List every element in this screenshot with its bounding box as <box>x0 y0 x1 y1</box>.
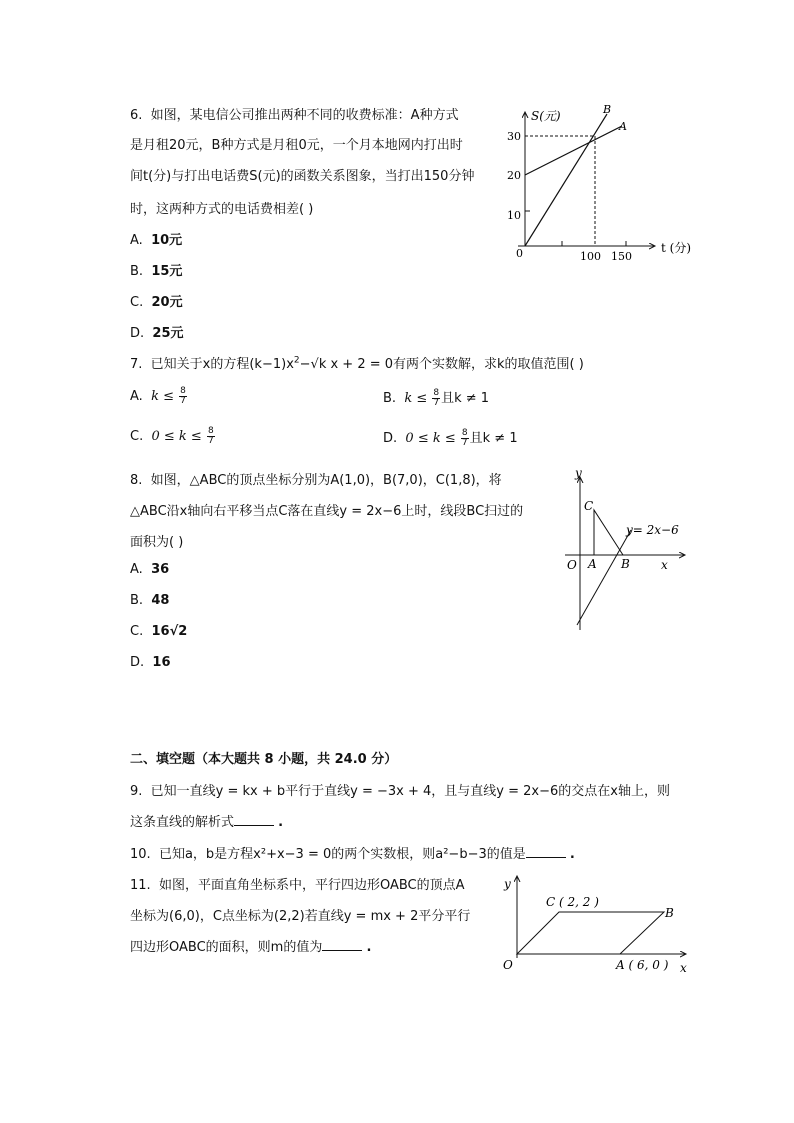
q10-stem: 10. 已知a，b是方程x²+x−3 = 0的两个实数根，则a²−b−3的值是 . <box>130 847 575 862</box>
q8-line <box>577 530 631 625</box>
q6-y-label: S(元) <box>531 109 561 123</box>
q8-option-b: B. 48 <box>130 593 170 608</box>
q11-line2: 坐标为(6,0)，C点坐标为(2,2)若直线y = mx + 2平分平行 <box>130 909 471 924</box>
q8-x-label: x <box>661 558 668 572</box>
q6-ytick-20: 20 <box>507 169 521 182</box>
q6-line1: 6. 如图，某电信公司推出两种不同的收费标准：A种方式 <box>130 108 459 123</box>
q7-option-a: A. k ≤ $\frac{8}{7}$ <box>130 386 186 406</box>
q11-point-a: A ( 6, 0 ) <box>616 958 669 972</box>
q8-point-c: C <box>584 499 594 513</box>
q11-parallelogram <box>517 912 664 954</box>
q11-y-label: y <box>504 877 511 891</box>
q11-x-label: x <box>680 961 687 975</box>
q7-option-c: C. 0 ≤ k ≤ $\frac{8}{7}$ <box>130 426 214 446</box>
q11-answer-blank[interactable] <box>322 940 362 951</box>
q6-label-b: B <box>603 103 612 116</box>
q6-option-c: C. 20元 <box>130 295 183 310</box>
q6-option-a: A. 10元 <box>130 233 183 248</box>
q6-option-d: D. 25元 <box>130 326 184 341</box>
q6-line2: 是月租20元，B种方式是月租0元，一个月本地网内打出时 <box>130 138 463 153</box>
q6-xtick-100: 100 <box>580 250 601 263</box>
q6-ytick-10: 10 <box>507 209 521 222</box>
q8-figure <box>555 465 705 635</box>
q8-point-a: A <box>588 557 597 571</box>
q11-line3: 四边形OABC的面积，则m的值为 . <box>130 940 372 955</box>
q8-line2: △ABC沿x轴向右平移当点C落在直线y = 2x−6上时，线段BC扫过的 <box>130 504 524 519</box>
q6-line3: 间t(分)与打出电话费S(元)的函数关系图象，当打出150分钟 <box>130 169 475 184</box>
q6-ytick-30: 30 <box>507 130 521 143</box>
q8-option-c: C. 16√2 <box>130 624 188 639</box>
q6-option-b: B. 15元 <box>130 264 183 279</box>
q6-x-label: t (分) <box>661 241 692 255</box>
q11-figure <box>496 868 696 978</box>
q9-line1: 9. 已知一直线y = kx + b平行于直线y = −3x + 4，且与直线y = 2x−6的交点在x轴上，则 <box>130 784 670 799</box>
q9-line2: 这条直线的解析式 . <box>130 815 284 830</box>
q7-option-b: B. k ≤ $\frac{8}{7}$ 且k ≠ 1 <box>383 388 490 408</box>
q6-figure <box>500 100 710 265</box>
q6-label-a: A <box>619 120 627 133</box>
q6-xtick-150: 150 <box>611 250 632 263</box>
section2-title: 二、填空题（本大题共 8 小题，共 24.0 分） <box>130 752 398 767</box>
q8-origin: O <box>567 558 577 572</box>
q11-point-b: B <box>665 906 674 920</box>
q8-line1: 8. 如图，△ABC的顶点坐标分别为A(1,0)，B(7,0)，C(1,8)，将 <box>130 473 502 488</box>
q10-answer-blank[interactable] <box>526 847 566 858</box>
q11-line1: 11. 如图，平面直角坐标系中，平行四边形OABC的顶点A <box>130 878 465 893</box>
q8-point-b: B <box>621 557 630 571</box>
q6-line4: 时，这两种方式的电话费相差( ) <box>130 202 314 217</box>
q8-option-a: A. 36 <box>130 562 170 577</box>
q8-y-label: y <box>575 466 582 480</box>
q9-answer-blank[interactable] <box>234 815 274 826</box>
q8-line3: 面积为( ) <box>130 535 184 550</box>
q8-line-label: y= 2x−6 <box>626 523 679 537</box>
q6-origin: 0 <box>516 247 523 260</box>
q8-triangle <box>594 510 623 555</box>
q8-option-d: D. 16 <box>130 655 171 670</box>
q7-option-d: D. 0 ≤ k ≤ $\frac{8}{7}$ 且k ≠ 1 <box>383 428 518 448</box>
q11-origin: O <box>503 958 513 972</box>
q7-stem: 7. 已知关于x的方程$(k-1)x^2-√k$ x + 2 = 0有两个实数解，求k的取值范围( ) <box>130 355 584 372</box>
q11-point-c: C ( 2, 2 ) <box>546 895 599 909</box>
